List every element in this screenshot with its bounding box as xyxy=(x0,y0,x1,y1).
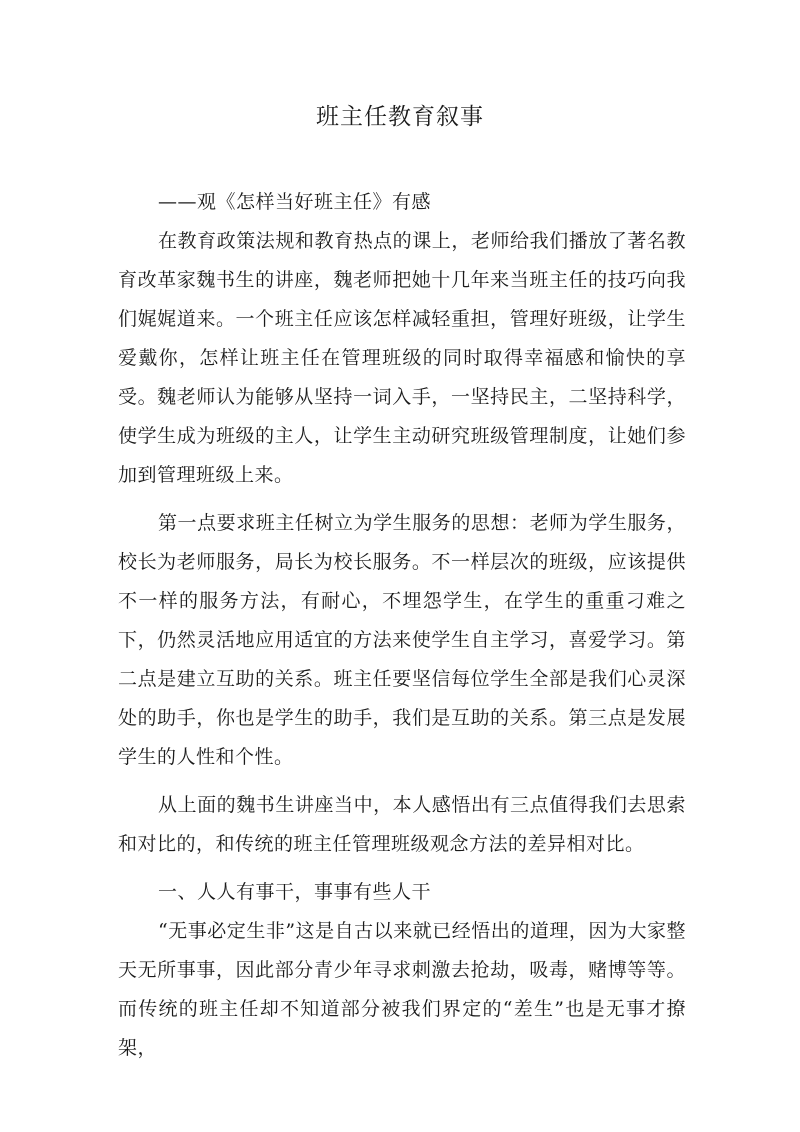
paragraph-1: 在教育政策法规和教育热点的课上，老师给我们播放了著名教育改革家魏书生的讲座，魏老师把她十几年来当班主任的技巧向我们娓娓道来。一个班主任应该怎样减轻重担，管理好班级，让学生爱戴你，怎样让班主任在管理班级的同时取得幸福感和愉快的享受。魏老师认为能够从坚持一词入手，一坚持民主，二坚持科学，使学生成为班级的主人，让学生主动研究班级管理制度，让她们参加到管理班级上来。 xyxy=(118,230,686,486)
section-heading-1: 一、人人有事干，事事有些人干 xyxy=(158,881,432,903)
paragraph-2: 第一点要求班主任树立为学生服务的思想：老师为学生服务，校长为老师服务，局长为校长服务。不一样层次的班级，应该提供不一样的服务方法，有耐心，不埋怨学生，在学生的重重刁难之下，仍然灵活地应用适宜的方法来使学生自主学习，喜爱学习。第二点是建立互助的关系。班主任要坚信每位学生全部是我们心灵深处的助手，你也是学生的助手，我们是互助的关系。第三点是发展学生的人性和个性。 xyxy=(118,512,686,768)
document-title: 班主任教育叙事 xyxy=(316,104,484,130)
paragraph-3: 从上面的魏书生讲座当中，本人感悟出有三点值得我们去思索和对比的，和传统的班主任管理班级观念方法的差异相对比。 xyxy=(118,794,686,855)
document-body xyxy=(118,183,686,1068)
document-subtitle: ——观《怎样当好班主任》有感 xyxy=(158,191,432,213)
paragraph-4: “无事必定生非”这是自古以来就已经悟出的道理，因为大家整天无所事事，因此部分青少年寻求刺激去抢劫，吸毒，赌博等等。而传统的班主任却不知道部分被我们界定的“差生”也是无事才撩架， xyxy=(118,920,686,1059)
